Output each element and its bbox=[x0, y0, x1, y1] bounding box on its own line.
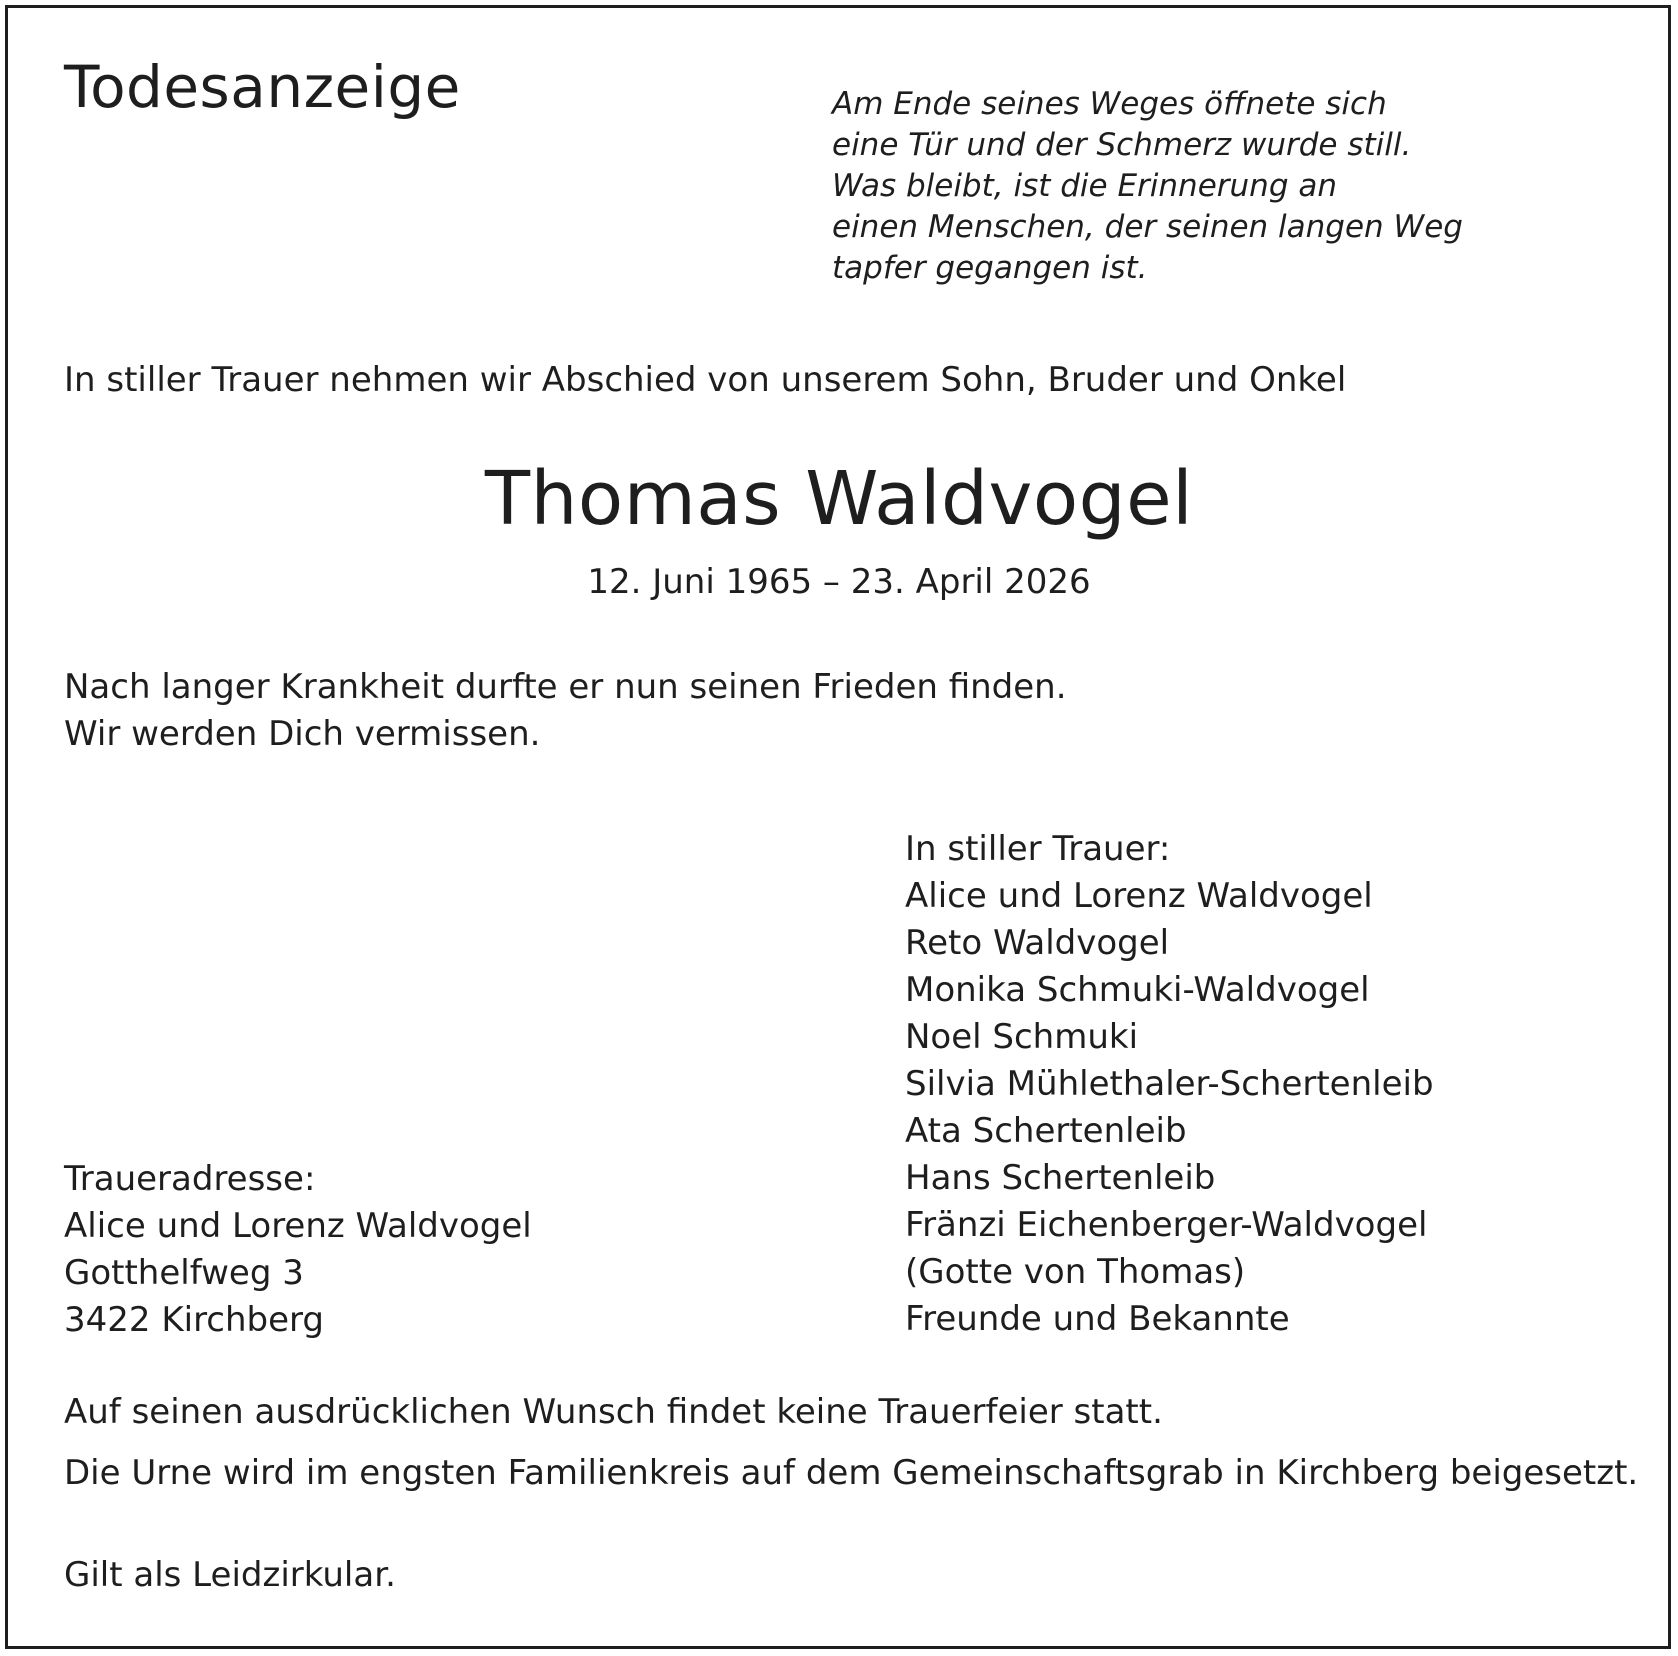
peace-message bbox=[64, 664, 1067, 758]
mourner-name: Hans Schertenleib bbox=[905, 1158, 1216, 1198]
address-line: 3422 Kirchberg bbox=[64, 1300, 325, 1340]
deceased-name: Thomas Waldvogel bbox=[484, 456, 1194, 542]
ceremony-note: Auf seinen ausdrücklichen Wunsch findet keine Trauerfeier statt. bbox=[64, 1392, 1163, 1432]
peace-line: Wir werden Dich vermissen. bbox=[64, 714, 541, 754]
life-dates: 12. Juni 1965 – 23. April 2026 bbox=[587, 562, 1091, 602]
burial-note: Die Urne wird im engsten Familienkreis auf dem Gemeinschaftsgrab in Kirchberg beigesetzt. bbox=[64, 1453, 1639, 1493]
poem-line: Am Ende seines Weges öffnete sich bbox=[832, 86, 1387, 122]
intro-sentence: In stiller Trauer nehmen wir Abschied von unserem Sohn, Bruder und Onkel bbox=[64, 360, 1347, 400]
mourner-name: Noel Schmuki bbox=[905, 1017, 1139, 1057]
mourner-name: Silvia Mühlethaler-Schertenleib bbox=[905, 1064, 1434, 1104]
address-title: Traueradresse: bbox=[64, 1159, 316, 1199]
poem-line: einen Menschen, der seinen langen Weg bbox=[832, 209, 1463, 245]
circular-note: Gilt als Leidzirkular. bbox=[64, 1555, 396, 1595]
mourner-name: Monika Schmuki-Waldvogel bbox=[905, 970, 1370, 1010]
peace-line: Nach langer Krankheit durfte er nun seinen Frieden finden. bbox=[64, 667, 1067, 707]
mourner-name: Ata Schertenleib bbox=[905, 1111, 1187, 1151]
address-line: Alice und Lorenz Waldvogel bbox=[64, 1206, 532, 1246]
poem-line: eine Tür und der Schmerz wurde still. bbox=[832, 127, 1412, 163]
memorial-poem bbox=[832, 84, 1463, 289]
mourner-name: Fränzi Eichenberger-Waldvogel bbox=[905, 1205, 1428, 1245]
mourner-name: Freunde und Bekannte bbox=[905, 1299, 1290, 1339]
poem-line: Was bleibt, ist die Erinnerung an bbox=[832, 168, 1337, 204]
mourner-name: Alice und Lorenz Waldvogel bbox=[905, 876, 1373, 916]
address-line: Gotthelfweg 3 bbox=[64, 1253, 304, 1293]
mourners-title: In stiller Trauer: bbox=[905, 829, 1171, 869]
mourners-list bbox=[905, 826, 1434, 1343]
notice-heading: Todesanzeige bbox=[64, 53, 461, 121]
poem-line: tapfer gegangen ist. bbox=[832, 250, 1148, 286]
mourner-name: Reto Waldvogel bbox=[905, 923, 1170, 963]
mourner-name: (Gotte von Thomas) bbox=[905, 1252, 1246, 1292]
mourning-address bbox=[64, 1156, 532, 1344]
